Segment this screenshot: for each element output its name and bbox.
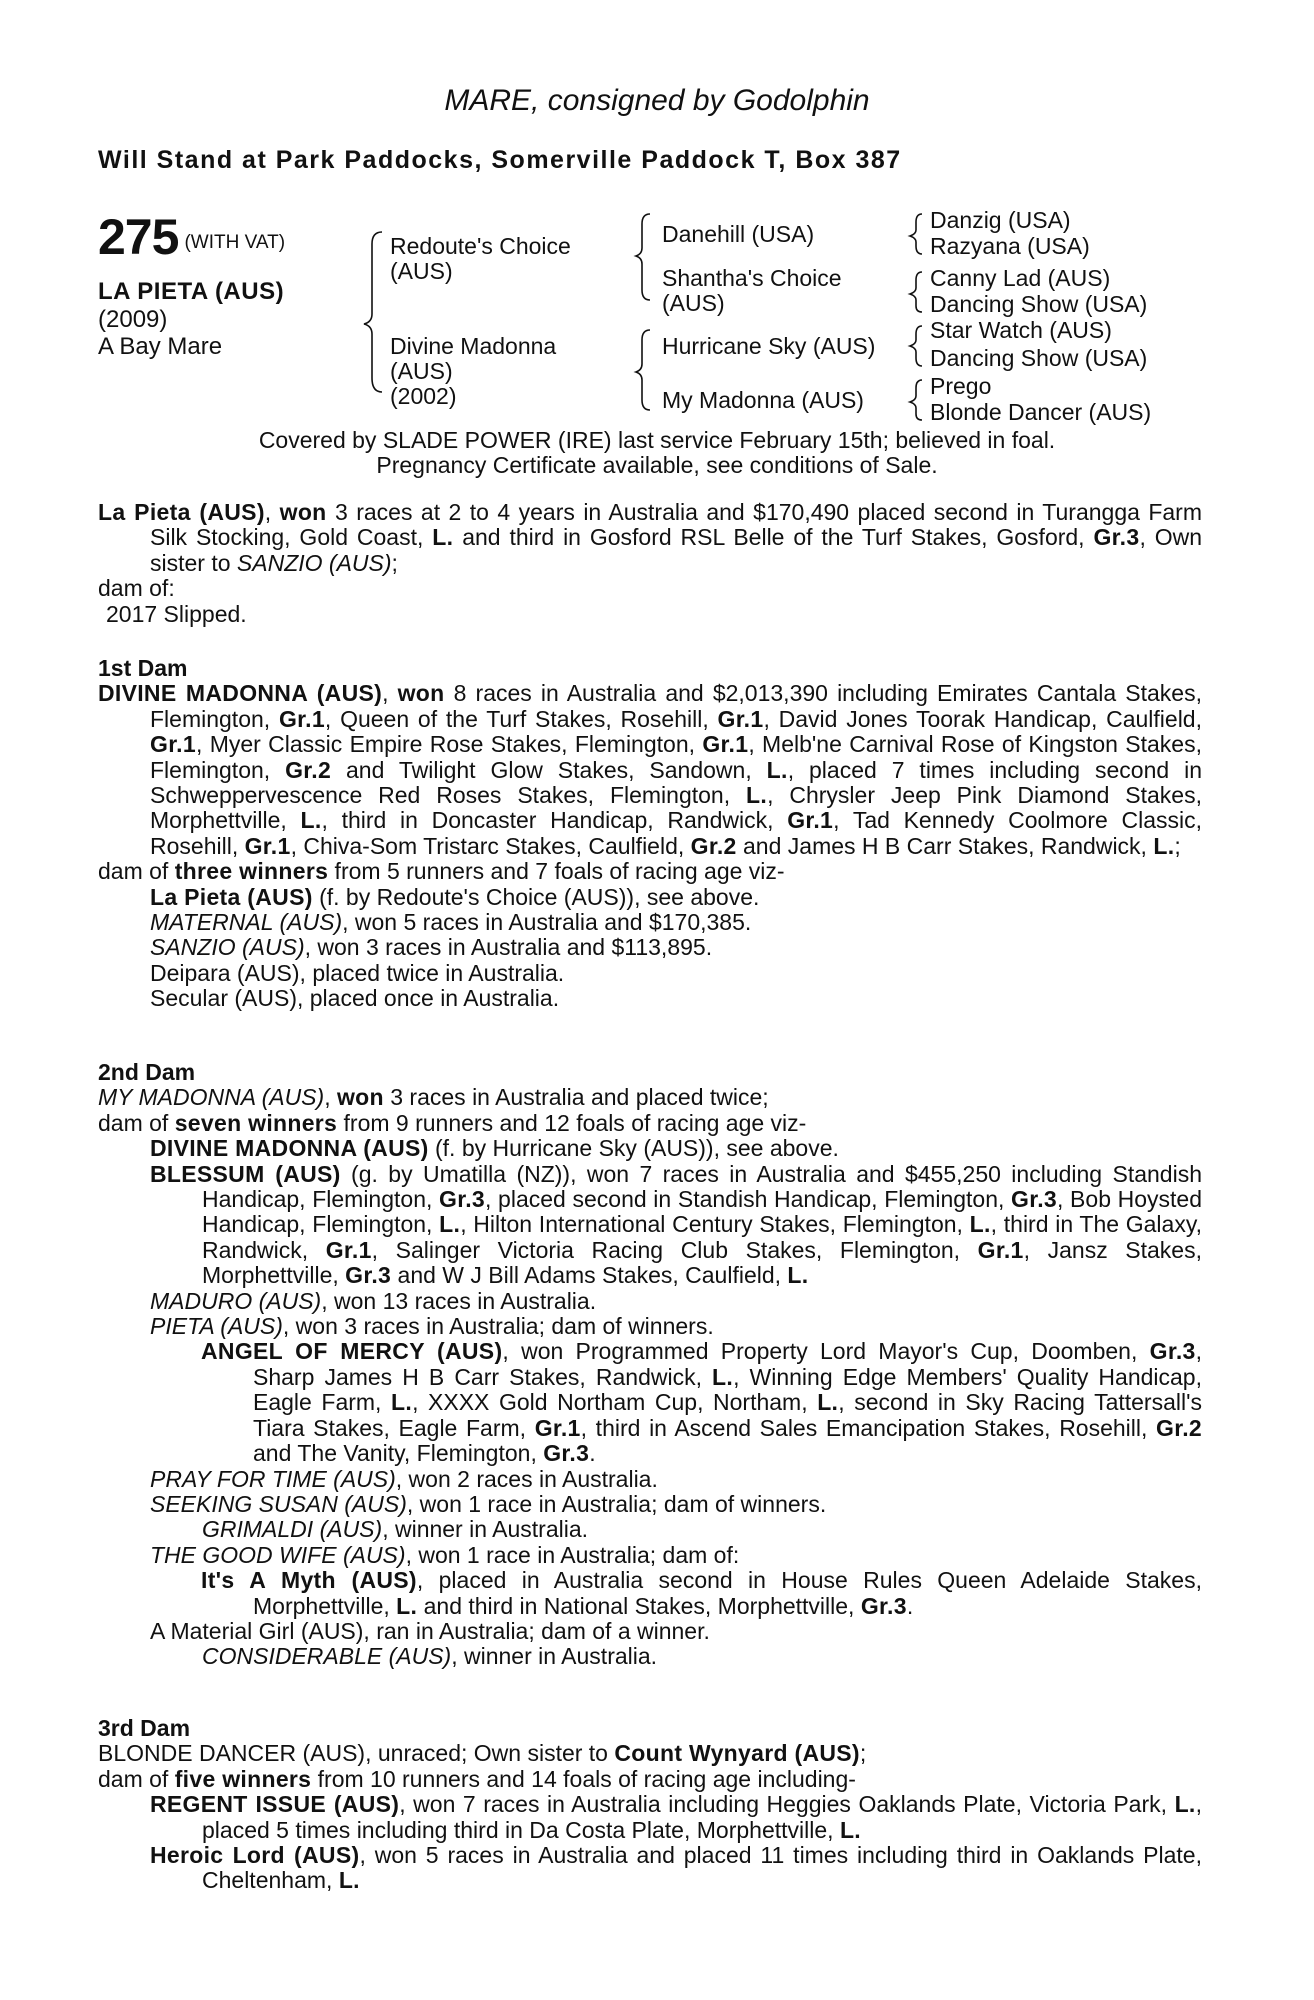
pedigree-dam-sire: Hurricane Sky (AUS): [662, 333, 876, 359]
second-dam-section: [98, 1060, 1202, 1670]
brace-g3: [910, 326, 922, 366]
horse-description: A Bay Mare: [98, 333, 223, 360]
foal-divine-madonna: DIVINE MADONNA (AUS) (f. by Hurricane Sky (AUS)), see above.: [150, 1135, 839, 1162]
foal-its-a-myth: It's A Myth (AUS), placed in Australia second in House Rules Queen Adelaide Stakes, Morphettville, L. and third in National Stakes, Morphettville, Gr.3.: [201, 1567, 1202, 1619]
foal-la-pieta: La Pieta (AUS) (f. by Redoute's Choice (AUS)), see above.: [150, 883, 760, 910]
foal-pray-for-time: PRAY FOR TIME (AUS), won 2 races in Australia.: [150, 1465, 658, 1492]
covered-note: Covered by SLADE POWER (IRE) last service February 15th; believed in foal. Pregnancy Certificate available, see conditions of Sale.: [258, 427, 1056, 478]
foal-the-good-wife: THE GOOD WIFE (AUS), won 1 race in Australia; dam of:: [150, 1541, 740, 1568]
foal-deipara: Deipara (AUS), placed twice in Australia.: [150, 959, 565, 986]
first-dam-section: [98, 656, 1202, 1012]
second-dam-paragraph: MY MADONNA (AUS), won 3 races in Australia and placed twice;: [98, 1084, 769, 1111]
horse-name: LA PIETA (AUS): [98, 278, 285, 305]
page-subtitle: MARE, consigned by Godolphin: [444, 84, 870, 117]
brace-g2: [910, 272, 922, 312]
brace-g1: [910, 214, 922, 254]
third-dam-produce-line: dam of five winners from 10 runners and 14 foals of racing age including-: [98, 1765, 856, 1792]
foal-sanzio: SANZIO (AUS), won 3 races in Australia and $113,895.: [150, 934, 713, 961]
foal-maternal: MATERNAL (AUS), won 5 races in Australia and $170,385.: [150, 909, 752, 936]
second-dam-produce-line: dam of seven winners from 9 runners and 12 foals of racing age viz-: [98, 1109, 807, 1136]
horse-year: (2009): [98, 306, 168, 333]
foal-heroic-lord: Heroic Lord (AUS), won 5 races in Australia and placed 11 times including third in Oaklands Plate, Cheltenham, L.: [150, 1842, 1202, 1894]
foal-maduro: MADURO (AUS), won 13 races in Australia.: [150, 1287, 597, 1314]
intro-section: La Pieta (AUS), won 3 races at 2 to 4 years in Australia and $170,490 placed second in Turangga Farm Silk Stocking, Gold Coast, L. and third in Gosford RSL Belle of the Turf Stakes, Gosford, Gr.3, Own sister to SANZIO (AUS); dam of: 2017 Slipped.: [98, 499, 1203, 627]
pedigree-dam: Divine Madonna (AUS) (2002): [390, 333, 557, 409]
pedigree-g2: Razyana (USA): [930, 233, 1090, 259]
foal-seeking-susan: SEEKING SUSAN (AUS), won 1 race in Australia; dam of winners.: [150, 1490, 827, 1517]
pedigree-g7: Prego: [930, 373, 992, 399]
intro-paragraph: La Pieta (AUS), won 3 races at 2 to 4 years in Australia and $170,490 placed second in Turangga Farm Silk Stocking, Gold Coast, L. and third in Gosford RSL Belle of the Turf Stakes, Gosford, Gr.3, Own sister to SANZIO (AUS);: [98, 499, 1203, 576]
foal-pieta: PIETA (AUS), won 3 races in Australia; dam of winners.: [150, 1313, 714, 1340]
brace-sire: [636, 214, 650, 300]
pedigree-sire-dam: Shantha's Choice (AUS): [662, 265, 842, 316]
pedigree-dam-dam: My Madonna (AUS): [662, 387, 864, 413]
foal-secular: Secular (AUS), placed once in Australia.: [150, 985, 560, 1012]
foal-a-material-girl: A Material Girl (AUS), ran in Australia; dam of a winner.: [150, 1617, 710, 1644]
brace-dam: [636, 330, 650, 410]
pedigree-g4: Dancing Show (USA): [930, 291, 1148, 317]
brace-main: [364, 232, 382, 392]
brace-g4: [910, 380, 922, 420]
foal-angel-of-mercy: ANGEL OF MERCY (AUS), won Programmed Property Lord Mayor's Cup, Doomben, Gr.3, Sharp James H B Carr Stakes, Randwick, L., Winning Edge Members' Quality Handicap, Eagle Farm, L., XXXX Gold Northam Cup, Northam, L., second in Sky Racing Tattersall's Tiara Stakes, Eagle Farm, Gr.1, third in Ascend Sales Emancipation Stakes, Rosehill, Gr.2 and The Vanity, Flemington, Gr.3.: [201, 1338, 1203, 1467]
pedigree-g3: Canny Lad (AUS): [930, 265, 1111, 291]
third-dam-section: [98, 1716, 1202, 1894]
pedigree-g8: Blonde Dancer (AUS): [930, 399, 1152, 425]
first-dam-produce-line: dam of three winners from 5 runners and 7 foals of racing age viz-: [98, 858, 785, 885]
pedigree-braces: [0, 0, 1314, 440]
foal-blessum: BLESSUM (AUS) (g. by Umatilla (NZ)), won 7 races in Australia and $455,250 including Standish Handicap, Flemington, Gr.3, placed second in Standish Handicap, Flemington, Gr.3, Bob Hoysted Handicap, Flemington, L., Hilton International Century Stakes, Flemington, L., third in The Galaxy, Randwick, Gr.1, Salinger Victoria Racing Club Stakes, Flemington, Gr.1, Jansz Stakes, Morphettville, Gr.3 and W J Bill Adams Stakes, Caulfield, L.: [150, 1160, 1203, 1289]
foal-regent-issue: REGENT ISSUE (AUS), won 7 races in Australia including Heggies Oaklands Plate, Victoria Park, L., placed 5 times including third in Da Costa Plate, Morphettville, L.: [150, 1791, 1202, 1843]
pedigree-g5: Star Watch (AUS): [930, 317, 1112, 343]
stand-location: Will Stand at Park Paddocks, Somerville Paddock T, Box 387: [98, 146, 902, 174]
foal-considerable: CONSIDERABLE (AUS), winner in Australia.: [202, 1643, 658, 1670]
foal-grimaldi: GRIMALDI (AUS), winner in Australia.: [202, 1516, 589, 1543]
vat-note: (WITH VAT): [184, 232, 286, 253]
first-dam-paragraph: DIVINE MADONNA (AUS), won 8 races in Australia and $2,013,390 including Emirates Cantala Stakes, Flemington, Gr.1, Queen of the Turf Stakes, Rosehill, Gr.1, David Jones Toorak Handicap, Caulfield, Gr.1, Myer Classic Empire Rose Stakes, Flemington, Gr.1, Melb'ne Carnival Rose of Kingston Stakes, Flemington, Gr.2 and Twilight Glow Stakes, Sandown, L., placed 7 times including second in Schweppervescence Red Roses Stakes, Flemington, L., Chrysler Jeep Pink Diamond Stakes, Morphettville, L., third in Doncaster Handicap, Randwick, Gr.1, Tad Kennedy Coolmore Classic, Rosehill, Gr.1, Chiva-Som Tristarc Stakes, Caulfield, Gr.2 and James H B Carr Stakes, Randwick, L.;: [98, 680, 1202, 859]
pedigree-g6: Dancing Show (USA): [930, 345, 1148, 371]
pedigree-sire: Redoute's Choice (AUS): [390, 233, 571, 284]
pedigree-g1: Danzig (USA): [930, 207, 1071, 233]
lot-number: 275: [98, 209, 179, 265]
second-dam-heading: 2nd Dam: [98, 1059, 196, 1085]
first-dam-heading: 1st Dam: [98, 655, 188, 681]
pedigree-sire-sire: Danehill (USA): [662, 221, 815, 247]
third-dam-paragraph: BLONDE DANCER (AUS), unraced; Own sister to Count Wynyard (AUS);: [98, 1740, 867, 1767]
third-dam-heading: 3rd Dam: [98, 1715, 191, 1741]
